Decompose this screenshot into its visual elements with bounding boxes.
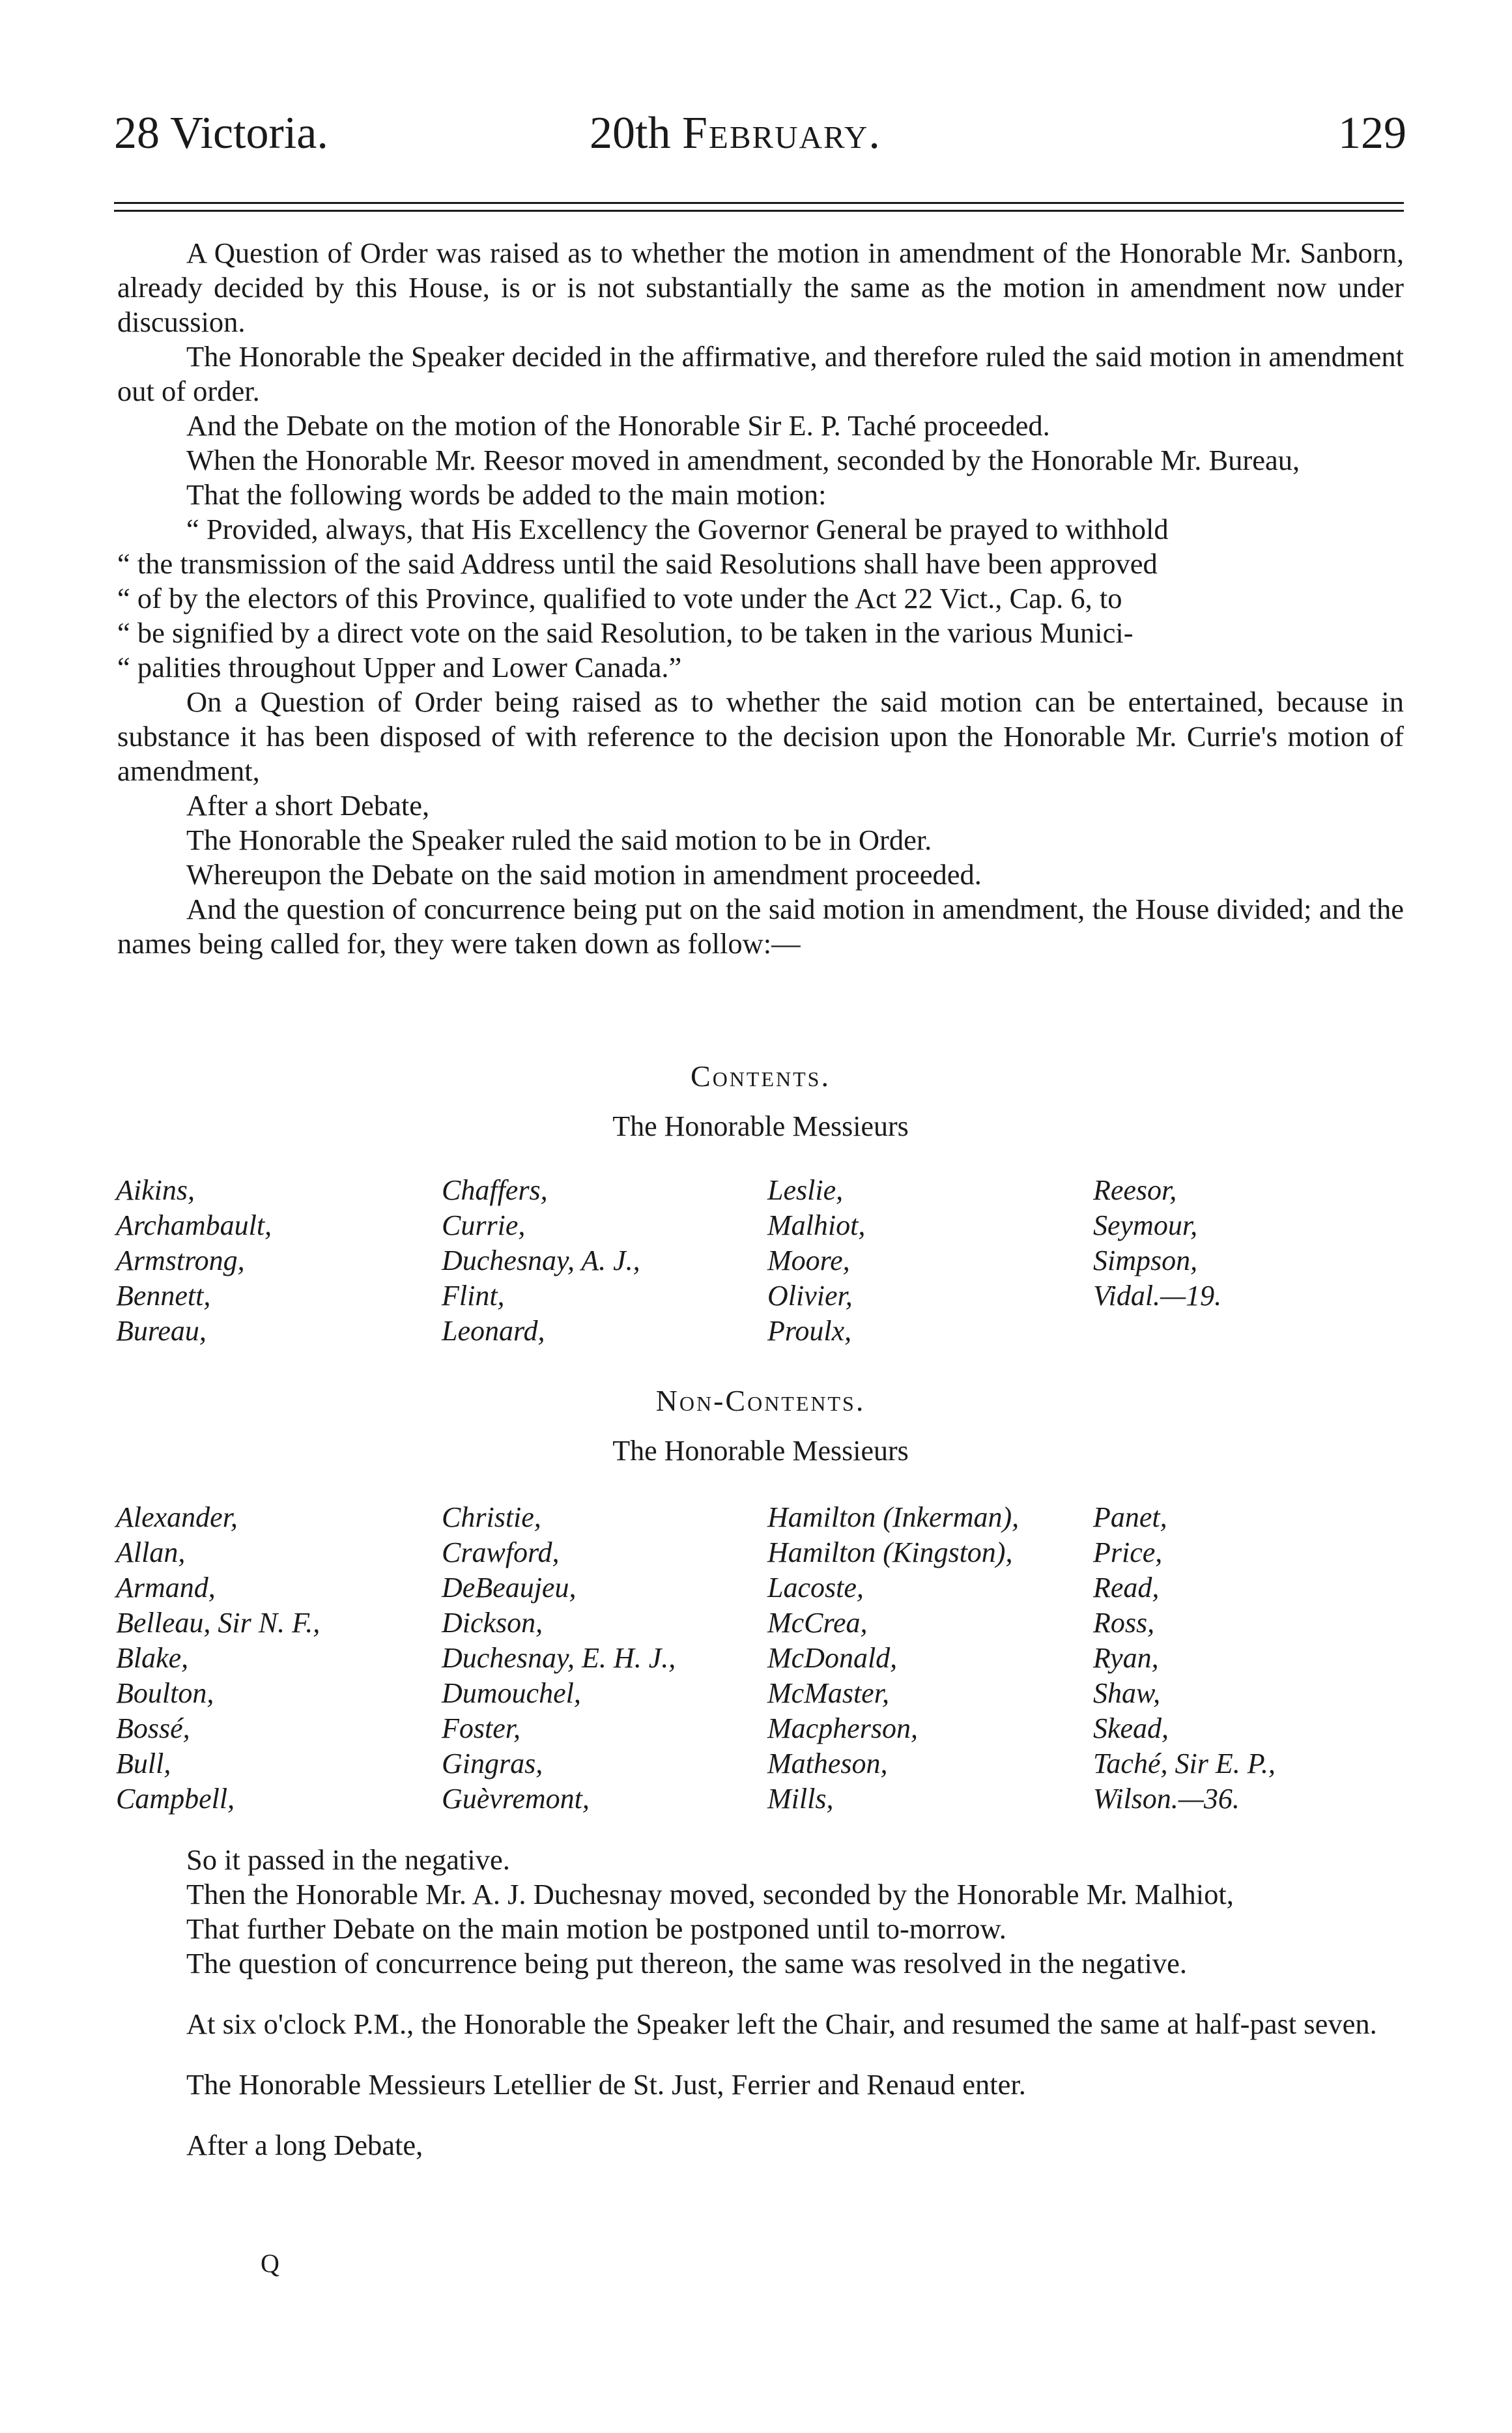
- member-name: Blake,: [116, 1642, 189, 1674]
- member-name: Bossé,: [116, 1712, 190, 1744]
- member-name: Skead,: [1093, 1712, 1169, 1744]
- header-rule-top: [114, 202, 1404, 204]
- member-name: Seymour,: [1093, 1209, 1198, 1241]
- quote-line: “ be signified by a direct vote on the said Resolution, to be taken in the various Munici-: [117, 616, 1134, 649]
- paragraph: After a short Debate,: [186, 789, 430, 822]
- member-name: Ryan,: [1093, 1642, 1159, 1674]
- member-name: Alexander,: [116, 1501, 238, 1533]
- member-name: Hamilton (Kingston),: [767, 1536, 1013, 1568]
- member-name: Campbell,: [116, 1783, 235, 1815]
- member-name: Panet,: [1093, 1501, 1167, 1533]
- member-name: Aikins,: [116, 1174, 195, 1206]
- paragraph: Whereupon the Debate on the said motion in amendment proceeded.: [186, 858, 982, 891]
- member-name: Malhiot,: [767, 1209, 866, 1241]
- paragraph: That further Debate on the main motion be postponed until to-morrow.: [186, 1912, 1006, 1945]
- paragraph: At six o'clock P.M., the Honorable the Speaker left the Chair, and resumed the same at half-past seven.: [186, 2008, 1377, 2040]
- member-name: Proulx,: [767, 1315, 852, 1347]
- quoted-amendment: [117, 512, 1404, 685]
- contents-subheading: The Honorable Messieurs: [612, 1110, 909, 1142]
- paragraph: The question of concurrence being put thereon, the same was resolved in the negative.: [186, 1947, 1187, 1980]
- member-name: Allan,: [116, 1536, 186, 1568]
- paragraph: So it passed in the negative.: [186, 1843, 510, 1876]
- non-contents-name-list: [116, 1500, 1406, 1817]
- member-name: Moore,: [767, 1245, 850, 1276]
- member-name: Shaw,: [1093, 1677, 1161, 1709]
- member-name: Vidal.—19.: [1093, 1280, 1222, 1312]
- member-name: Dickson,: [442, 1607, 543, 1639]
- paragraph: When the Honorable Mr. Reesor moved in amendment, seconded by the Honorable Mr. Bureau,: [186, 444, 1300, 476]
- member-name: Christie,: [442, 1501, 541, 1533]
- header-rule-bottom: [114, 210, 1404, 212]
- name-column: [1093, 1173, 1406, 1349]
- name-column: [116, 1173, 442, 1349]
- name-column: [767, 1173, 1093, 1349]
- member-name: Read,: [1093, 1572, 1160, 1604]
- signature-mark: Q: [261, 2249, 279, 2278]
- member-name: Armstrong,: [116, 1245, 245, 1276]
- member-name: Archambault,: [116, 1209, 272, 1241]
- member-name: Hamilton (Inkerman),: [767, 1501, 1020, 1533]
- member-name: Taché, Sir E. P.,: [1093, 1748, 1276, 1779]
- member-name: McDonald,: [767, 1642, 898, 1674]
- member-name: Mills,: [767, 1783, 834, 1815]
- paragraph: And the Debate on the motion of the Honorable Sir E. P. Taché proceeded.: [186, 409, 1050, 442]
- paragraph: That the following words be added to the main motion:: [186, 478, 827, 511]
- member-name: Boulton,: [116, 1677, 214, 1709]
- journal-body-upper: [117, 236, 1404, 961]
- name-column: [767, 1500, 1093, 1817]
- member-name: Reesor,: [1093, 1174, 1177, 1206]
- member-name: Bureau,: [116, 1315, 207, 1347]
- member-name: Flint,: [442, 1280, 505, 1312]
- member-name: Macpherson,: [767, 1712, 918, 1744]
- member-name: Crawford,: [442, 1536, 560, 1568]
- member-name: Simpson,: [1093, 1245, 1198, 1276]
- name-column: [442, 1500, 767, 1817]
- paragraph: On a Question of Order being raised as to whether the said motion can be entertained, because in substance it has been disposed of with reference to the decision upon the Honorable Mr. Currie's motion of amendment,: [117, 685, 1404, 787]
- quote-line: “ of by the electors of this Province, qualified to vote under the Act 22 Vict., Cap. 6, to: [117, 582, 1122, 614]
- member-name: Bennett,: [116, 1280, 211, 1312]
- non-contents-heading: Non-Contents.: [655, 1384, 866, 1417]
- member-name: Lacoste,: [767, 1572, 864, 1604]
- member-name: Leslie,: [767, 1174, 844, 1206]
- member-name: Wilson.—36.: [1093, 1783, 1240, 1815]
- member-name: Ross,: [1093, 1607, 1155, 1639]
- contents-name-list: [116, 1173, 1406, 1349]
- paragraph: And the question of concurrence being put on the said motion in amendment, the House divided; and the names being called for, they were taken down as follow:—: [117, 893, 1404, 960]
- member-name: McCrea,: [767, 1607, 868, 1639]
- member-name: Price,: [1093, 1536, 1163, 1568]
- name-column: [116, 1500, 442, 1817]
- member-name: Currie,: [442, 1209, 526, 1241]
- quote-line: “ the transmission of the said Address until the said Resolutions shall have been approved: [117, 547, 1158, 580]
- paragraph: A Question of Order was raised as to whether the motion in amendment of the Honorable Mr. Sanborn, already decided by this House, is or is not substantially the same as the motion in amendment now under discussion.: [117, 237, 1404, 338]
- journal-body-lower: [117, 1843, 1404, 2163]
- member-name: Leonard,: [442, 1315, 545, 1347]
- name-column: [1093, 1500, 1406, 1817]
- quote-line: “ Provided, always, that His Excellency the Governor General be prayed to withhold: [186, 513, 1169, 545]
- member-name: Chaffers,: [442, 1174, 548, 1206]
- name-column: [442, 1173, 767, 1349]
- page-number: 129: [1338, 108, 1406, 158]
- member-name: Matheson,: [767, 1748, 888, 1779]
- member-name: Duchesnay, A. J.,: [442, 1245, 640, 1276]
- member-name: Olivier,: [767, 1280, 853, 1312]
- header-date: [590, 108, 881, 158]
- member-name: Armand,: [116, 1572, 216, 1604]
- member-name: Bull,: [116, 1748, 171, 1779]
- member-name: Belleau, Sir N. F.,: [116, 1607, 321, 1639]
- contents-heading: Contents.: [691, 1059, 831, 1093]
- non-contents-subheading: The Honorable Messieurs: [612, 1435, 909, 1467]
- paragraph: The Honorable the Speaker ruled the said motion to be in Order.: [186, 824, 932, 856]
- paragraph: The Honorable the Speaker decided in the affirmative, and therefore ruled the said motion in amendment out of order.: [117, 340, 1404, 407]
- member-name: McMaster,: [767, 1677, 889, 1709]
- paragraph: Then the Honorable Mr. A. J. Duchesnay moved, seconded by the Honorable Mr. Malhiot,: [186, 1878, 1234, 1910]
- quote-line: “ palities throughout Upper and Lower Canada.”: [117, 651, 682, 684]
- paragraph: After a long Debate,: [186, 2129, 423, 2161]
- member-name: Gingras,: [442, 1748, 543, 1779]
- member-name: Foster,: [442, 1712, 521, 1744]
- header-date-month: February.: [681, 108, 881, 158]
- member-name: DeBeaujeu,: [442, 1572, 577, 1604]
- paragraph: The Honorable Messieurs Letellier de St. Just, Ferrier and Renaud enter.: [186, 2068, 1026, 2101]
- member-name: Duchesnay, E. H. J.,: [442, 1642, 676, 1674]
- member-name: Guèvremont,: [442, 1783, 590, 1815]
- header-session: 28 Victoria.: [114, 108, 328, 158]
- header-date-day: 20th: [590, 108, 682, 158]
- member-name: Dumouchel,: [442, 1677, 581, 1709]
